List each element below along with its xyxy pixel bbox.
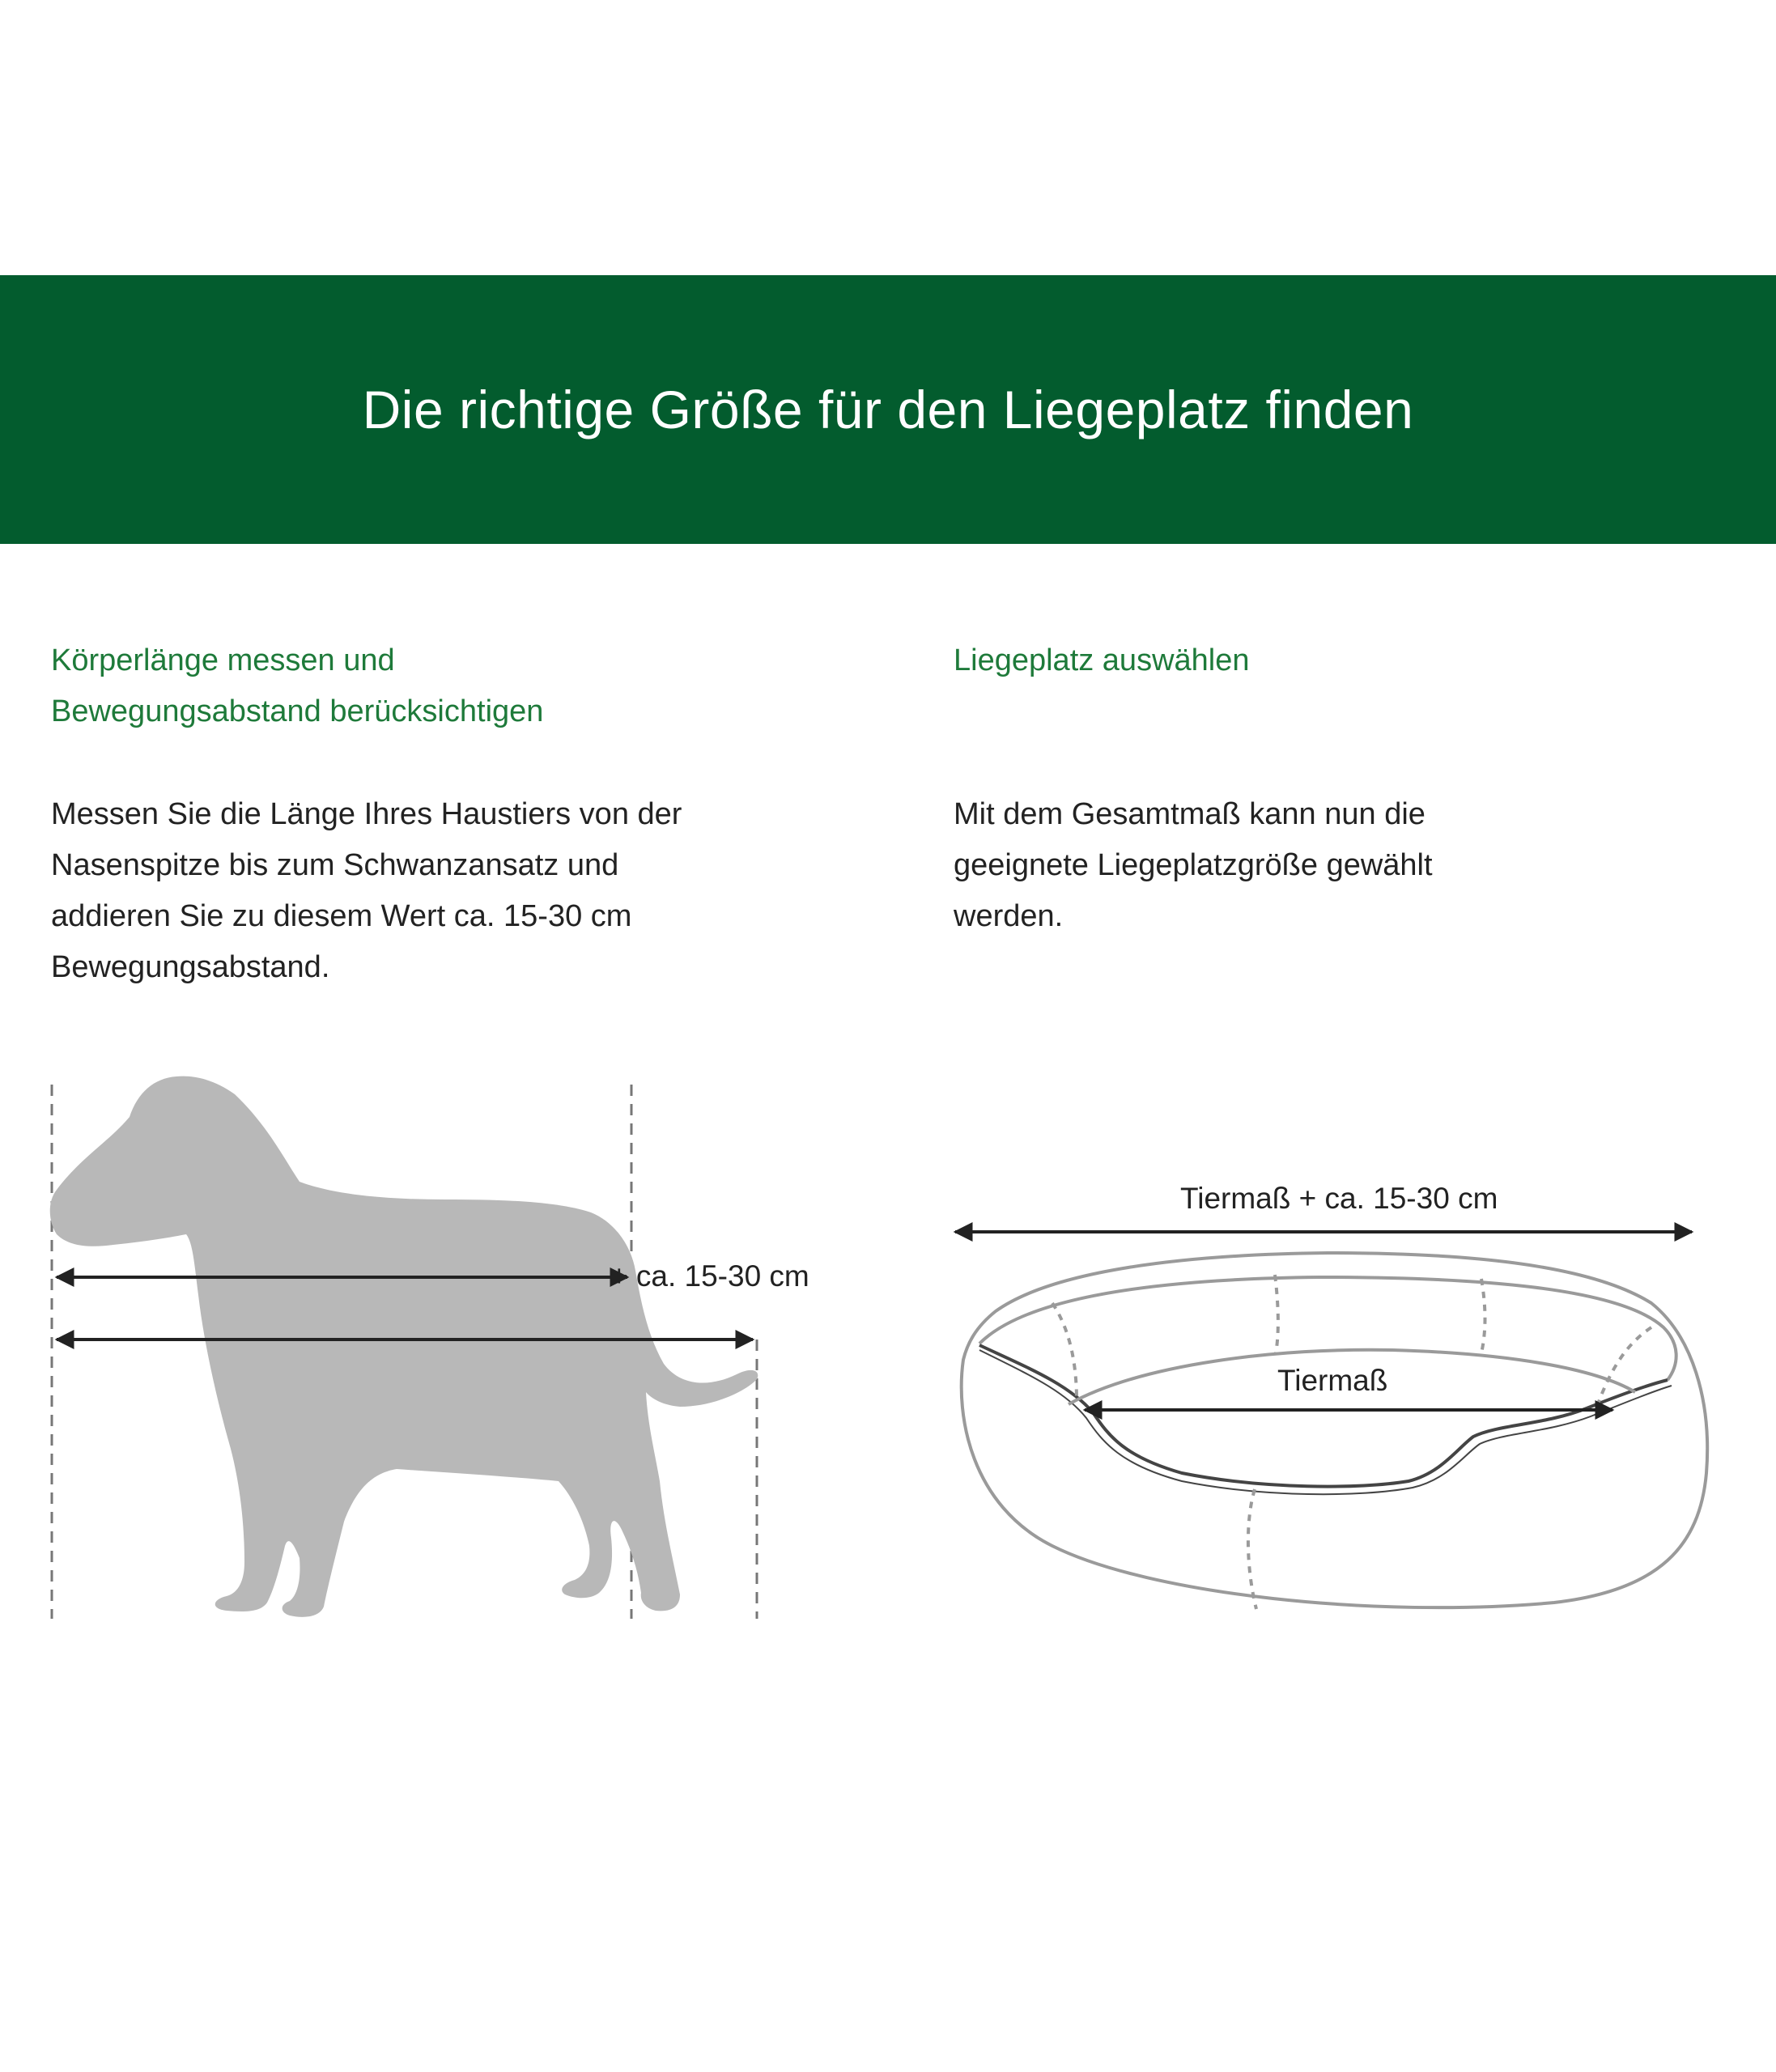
extra-space-label: + ca. 15-30 cm [610, 1259, 809, 1293]
select-heading: Liegeplatz auswählen [954, 643, 1250, 677]
select-section [954, 635, 1682, 933]
bed-svg [939, 1166, 1732, 1635]
dog-measure-svg [32, 1068, 874, 1635]
measure-section [51, 635, 812, 984]
bed-inner-label: Tiermaß [1277, 1364, 1388, 1397]
measure-heading: Körperlänge messen und Bewegungsabstand berücksichtigen [51, 643, 544, 728]
measure-instructions: Messen Sie die Länge Ihres Haustiers von der Nasenspitze bis zum Schwanzansatz und addieren Sie zu diesem Wert ca. 15-30 cm Bewegungsabstand. [51, 797, 682, 984]
bed-figure [939, 1166, 1732, 1635]
select-instructions: Mit dem Gesamtmaß kann nun die geeignete Liegeplatzgröße gewählt werden. [954, 797, 1433, 933]
title-banner [0, 275, 1776, 544]
bed-total-label: Tiermaß + ca. 15-30 cm [1180, 1182, 1498, 1215]
dog-measure-figure [32, 1068, 874, 1635]
page-title: Die richtige Größe für den Liegeplatz finden [362, 380, 1414, 439]
dog-bed-icon [962, 1253, 1707, 1609]
dog-silhouette-icon [50, 1076, 758, 1617]
